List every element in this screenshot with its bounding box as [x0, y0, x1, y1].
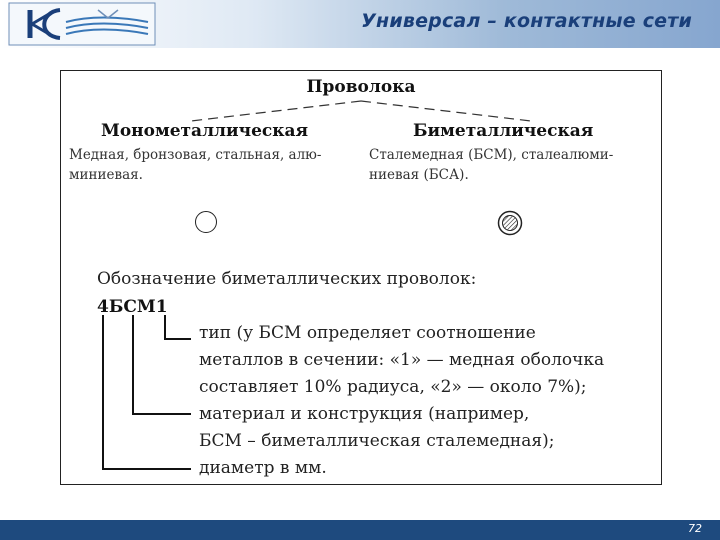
code-desc-line: тип (у БСМ определяет соотношение: [199, 323, 536, 343]
bi-desc-line: Сталемедная (БСМ), сталеалюми-: [369, 147, 614, 163]
code-desc-line: БСМ – биметаллическая сталемедная);: [199, 431, 555, 451]
designation-code: 4БСМ1: [97, 297, 168, 317]
footer-bar: [0, 520, 720, 540]
code-desc-line: металлов в сечении: «1» — медная оболочка: [199, 350, 605, 370]
wire-diagram-figure: [60, 70, 662, 485]
mono-title: Монометаллическая: [101, 121, 309, 141]
bi-desc-line: ниевая (БСА).: [369, 167, 469, 183]
mono-desc-line: миниевая.: [69, 167, 143, 183]
page-number: 72: [688, 522, 702, 535]
code-desc-line: диаметр в мм.: [199, 458, 327, 478]
diagram-heading: Проволока: [306, 77, 416, 97]
bi-title: Биметаллическая: [413, 121, 594, 141]
code-desc-line: составляет 10% радиуса, «2» — около 7%);: [199, 377, 587, 397]
slide-header: [0, 0, 720, 48]
designation-title: Обозначение биметаллических проволок:: [97, 269, 477, 289]
code-desc-line: материал и конструкция (например,: [199, 404, 530, 424]
company-logo: [8, 2, 156, 46]
slide-title: Универсал – контактные сети: [361, 10, 692, 32]
mono-desc-line: Медная, бронзовая, стальная, алю-: [69, 147, 322, 163]
